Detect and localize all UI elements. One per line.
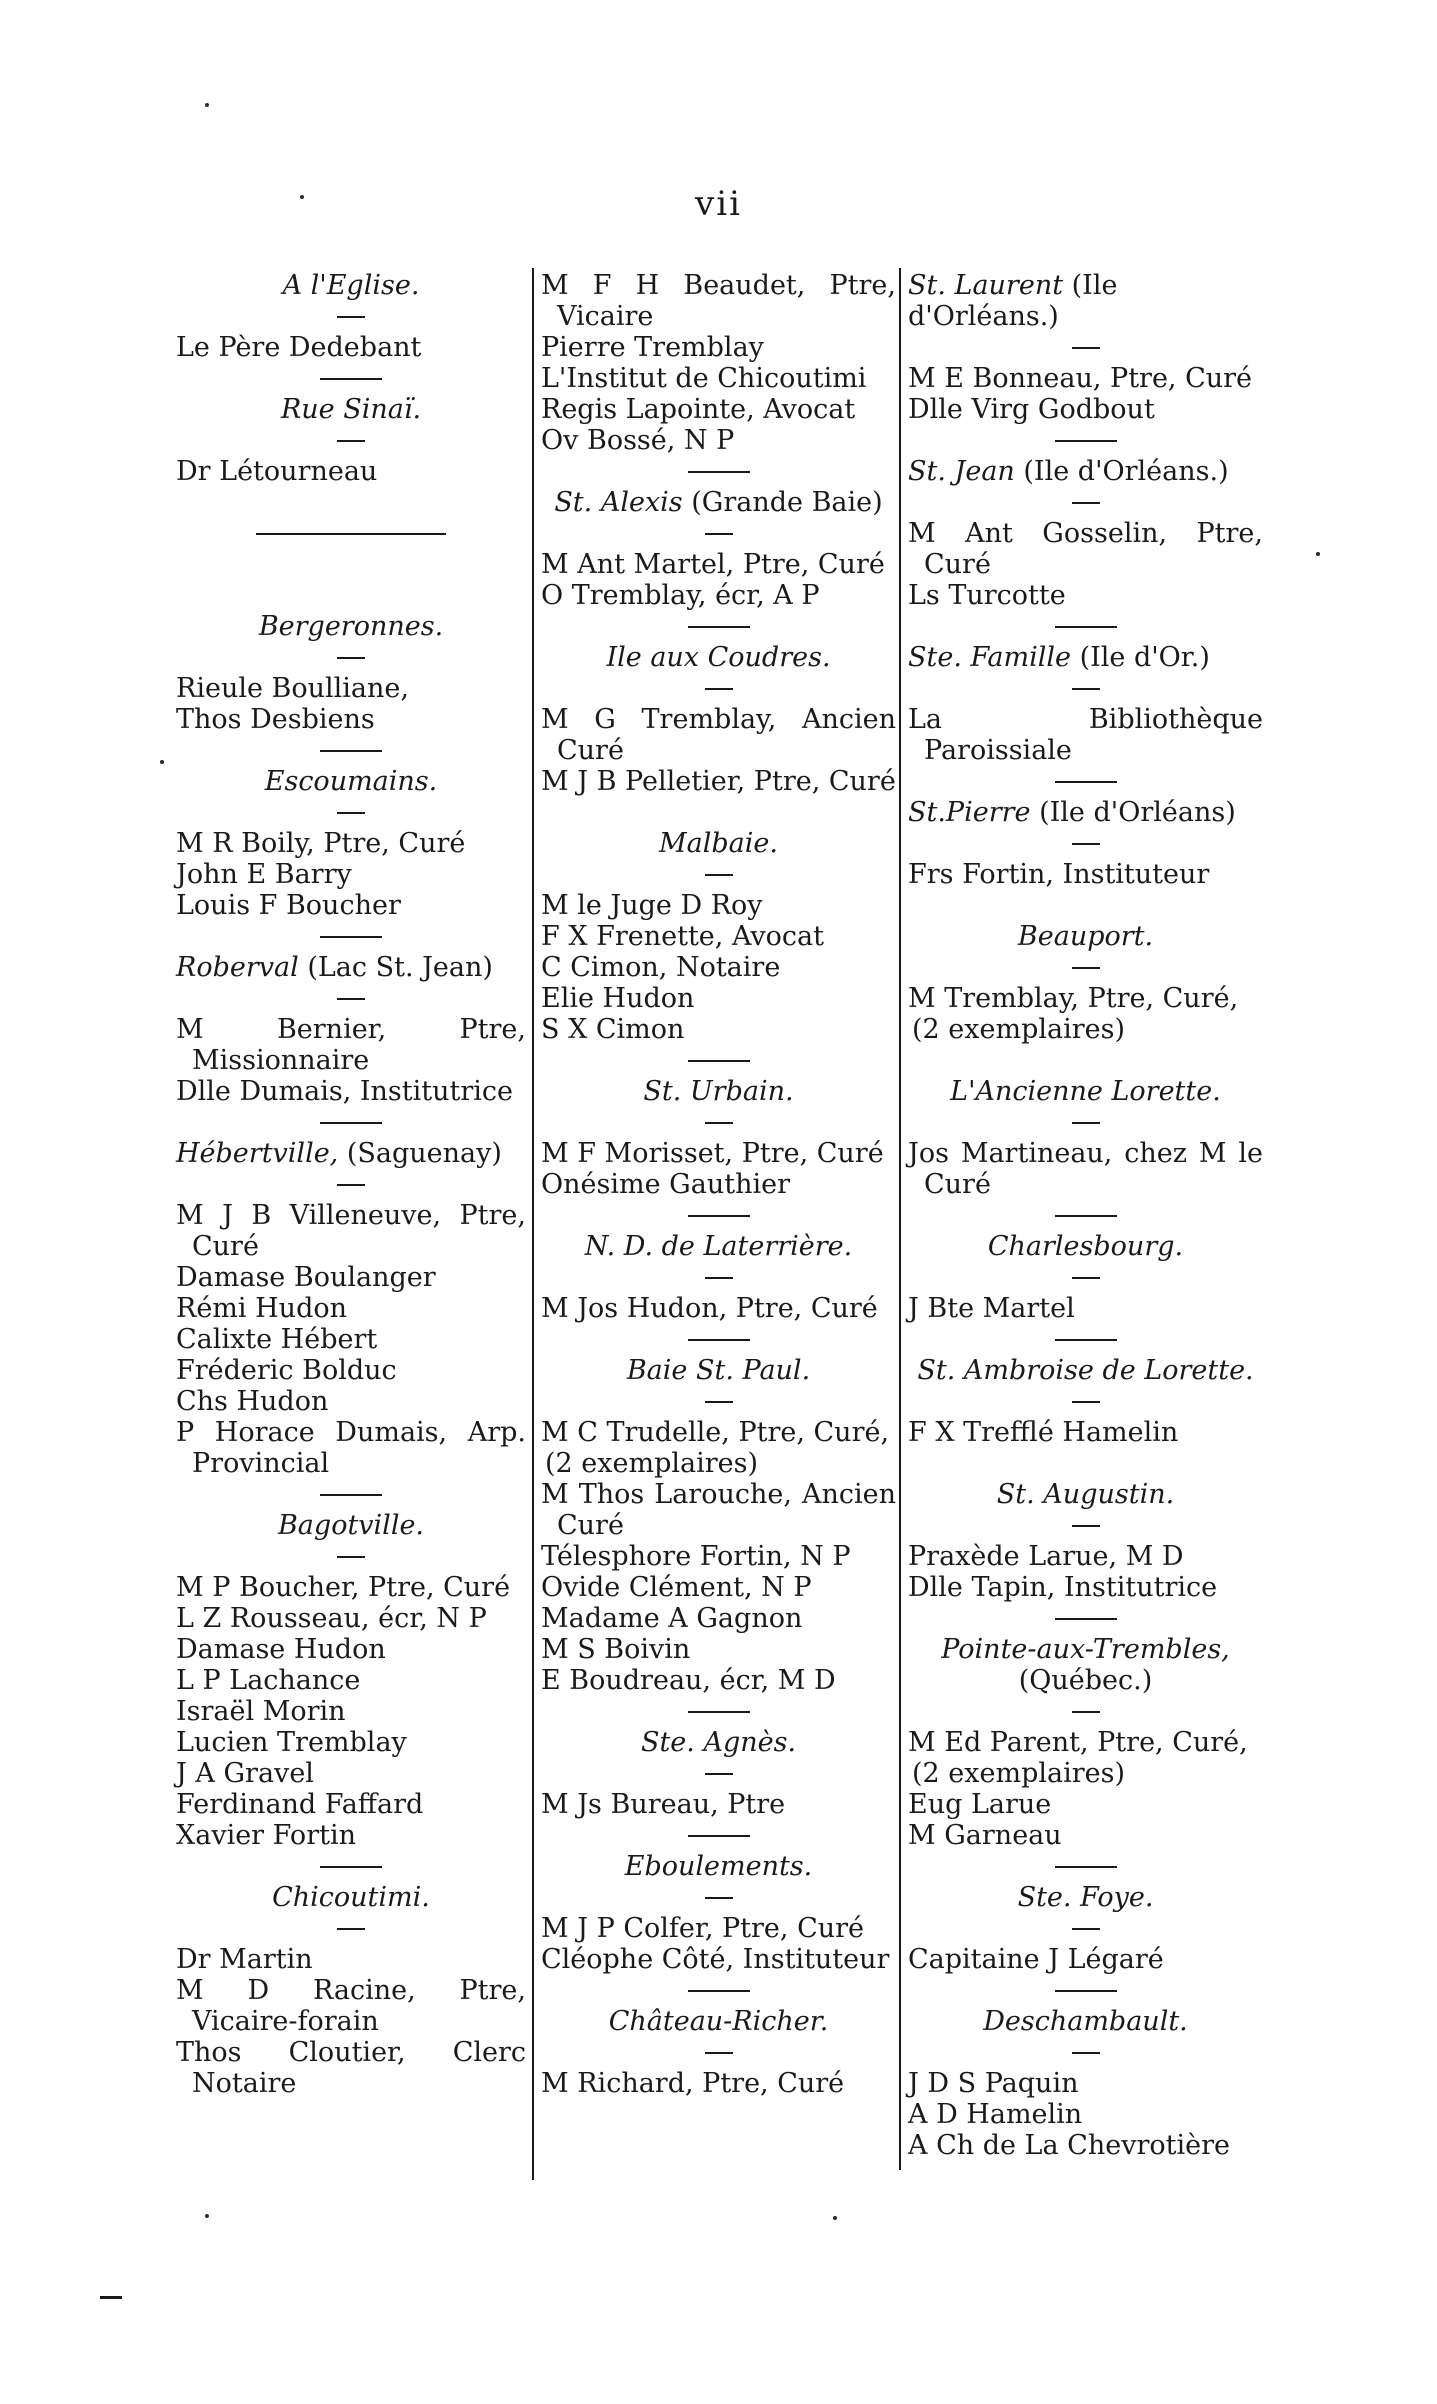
divider — [908, 611, 1263, 642]
spacer — [908, 890, 1263, 921]
divider — [908, 1851, 1263, 1882]
list-item: Télesphore Fortin, N P — [541, 1541, 851, 1572]
divider — [541, 1696, 896, 1727]
list-item: J Bte Martel — [908, 1293, 1075, 1324]
divider — [541, 1262, 896, 1293]
spacer — [908, 1045, 1263, 1076]
list-item: L P Lachance — [176, 1665, 361, 1696]
divider — [541, 673, 896, 704]
list-item: Calixte Hébert — [176, 1324, 378, 1355]
list-item: A Ch de La Chevrotière — [908, 2130, 1230, 2161]
column-2 — [541, 270, 896, 2200]
list-item: M C Trudelle, Ptre, Curé, — [541, 1417, 890, 1448]
list-item: Eug Larue — [908, 1789, 1052, 1820]
list-item: Damase Boulanger — [176, 1262, 436, 1293]
list-item: M J P Colfer, Ptre, Curé — [541, 1913, 865, 1944]
list-item: Elie Hudon — [541, 983, 695, 1014]
list-item: L Z Rousseau, écr, N P — [176, 1603, 487, 1634]
divider — [541, 859, 896, 890]
divider — [176, 518, 526, 549]
list-item: M E Bonneau, Ptre, Curé — [908, 363, 1253, 394]
heading-place: Ste. Famille — [908, 642, 1071, 673]
print-speck — [1316, 552, 1320, 556]
divider — [541, 1975, 896, 2006]
section-heading: Eboulements. — [624, 1851, 813, 1882]
print-speck — [205, 103, 209, 107]
section-heading: Charlesbourg. — [987, 1231, 1184, 1262]
section-heading: Escoumains. — [264, 766, 438, 797]
section-heading: Malbaie. — [659, 828, 778, 859]
list-item: L'Institut de Chicoutimi — [541, 363, 867, 394]
spacer — [908, 1448, 1263, 1479]
section-heading: Chicoutimi. — [272, 1882, 430, 1913]
stray-mark — [100, 2296, 122, 2299]
heading-note: (Ile d'Orléans.) — [908, 270, 1118, 332]
divider — [541, 611, 896, 642]
section-heading: Ste. Foye. — [1017, 1882, 1154, 1913]
list-item: Thos Cloutier, Clerc Notaire — [176, 2037, 526, 2099]
page-number: vii — [695, 184, 742, 224]
section-heading: Beauport. — [1017, 921, 1154, 952]
heading-place: St. Laurent — [908, 270, 1064, 301]
list-item: Jos Martineau, chez M le Curé — [908, 1138, 1263, 1200]
section-heading: Pointe-aux-Trembles, — [941, 1634, 1230, 1665]
divider — [908, 487, 1263, 518]
list-item: E Boudreau, écr, M D — [541, 1665, 836, 1696]
list-item: Ov Bossé, N P — [541, 425, 735, 456]
list-item: M J B Pelletier, Ptre, Curé — [541, 766, 896, 797]
list-item: Rémi Hudon — [176, 1293, 347, 1324]
heading-place: St. Jean — [908, 456, 1015, 487]
list-item: C Cimon, Notaire — [541, 952, 781, 983]
heading-note: (Lac St. Jean) — [298, 952, 493, 983]
section-heading — [176, 1138, 526, 1169]
section-heading — [908, 642, 1263, 673]
section-heading — [541, 487, 896, 518]
list-item: Ferdinand Faffard — [176, 1789, 424, 1820]
heading-place: St.Pierre — [908, 797, 1031, 828]
list-item: Dlle Dumais, Institutrice — [176, 1076, 513, 1107]
list-item: John E Barry — [176, 859, 352, 890]
heading-note: (Ile d'Or.) — [1070, 642, 1210, 673]
list-item: A D Hamelin — [908, 2099, 1083, 2130]
list-item: M F Morisset, Ptre, Curé — [541, 1138, 884, 1169]
section-heading: A l'Eglise. — [282, 270, 420, 301]
divider — [541, 1820, 896, 1851]
section-heading: St. Urbain. — [643, 1076, 794, 1107]
heading-place: Hébertville, — [176, 1138, 339, 1169]
list-item: F X Frenette, Avocat — [541, 921, 824, 952]
divider — [541, 1107, 896, 1138]
section-heading: Château-Richer. — [608, 2006, 829, 2037]
list-item: Israël Morin — [176, 1696, 346, 1727]
divider — [908, 1975, 1263, 2006]
heading-note: (Ile d'Orléans) — [1030, 797, 1236, 828]
divider — [176, 363, 526, 394]
list-item: P Horace Dumais, Arp. Provincial — [176, 1417, 526, 1479]
column-1 — [176, 270, 526, 2200]
list-item: M P Boucher, Ptre, Curé — [176, 1572, 511, 1603]
heading-note: (Saguenay) — [338, 1138, 502, 1169]
list-item: Thos Desbiens — [176, 704, 375, 735]
list-item: La Bibliothèque Paroissiale — [908, 704, 1263, 766]
list-item: Ls Turcotte — [908, 580, 1066, 611]
list-item: Ovide Clément, N P — [541, 1572, 812, 1603]
section-heading: St. Augustin. — [996, 1479, 1175, 1510]
list-item: M Garneau — [908, 1820, 1062, 1851]
section-heading: Ste. Agnès. — [640, 1727, 797, 1758]
divider — [541, 1882, 896, 1913]
list-item: Frs Fortin, Instituteur — [908, 859, 1210, 890]
list-item: M S Boivin — [541, 1634, 691, 1665]
divider — [908, 828, 1263, 859]
divider — [176, 1479, 526, 1510]
divider — [176, 642, 526, 673]
section-heading: Rue Sinaï. — [280, 394, 422, 425]
list-item: M Ant Gosselin, Ptre, Curé — [908, 518, 1263, 580]
list-item: (2 exemplaires) — [912, 1014, 1126, 1045]
section-heading: Ile aux Coudres. — [606, 642, 831, 673]
divider — [176, 1541, 526, 1572]
list-item: M le Juge D Roy — [541, 890, 763, 921]
divider — [541, 518, 896, 549]
list-item: (2 exemplaires) — [545, 1448, 759, 1479]
divider — [541, 1200, 896, 1231]
list-item: Regis Lapointe, Avocat — [541, 394, 856, 425]
list-item: Chs Hudon — [176, 1386, 329, 1417]
divider — [908, 766, 1263, 797]
list-item: Dr Martin — [176, 1944, 313, 1975]
divider — [908, 1913, 1263, 1944]
list-item: Le Père Dedebant — [176, 332, 422, 363]
list-item: M Ant Martel, Ptre, Curé — [541, 549, 885, 580]
list-item: O Tremblay, écr, A P — [541, 580, 820, 611]
divider — [176, 1913, 526, 1944]
heading-place: Roberval — [176, 952, 299, 983]
column-3 — [908, 270, 1263, 2200]
spacer — [176, 580, 526, 611]
divider — [541, 456, 896, 487]
list-item: Cléophe Côté, Instituteur — [541, 1944, 890, 1975]
divider — [908, 1262, 1263, 1293]
column-rule — [899, 268, 901, 2170]
divider — [541, 1758, 896, 1789]
heading-place: St. Alexis — [554, 487, 683, 518]
heading-note: (Grande Baie) — [682, 487, 883, 518]
divider — [176, 797, 526, 828]
list-item: Praxède Larue, M D — [908, 1541, 1184, 1572]
list-item: M Bernier, Ptre, Missionnaire — [176, 1014, 526, 1076]
list-item: Onésime Gauthier — [541, 1169, 790, 1200]
print-speck — [160, 760, 164, 764]
divider — [541, 1386, 896, 1417]
list-item: Pierre Tremblay — [541, 332, 764, 363]
divider — [908, 332, 1263, 363]
section-heading — [908, 270, 1263, 332]
divider — [908, 425, 1263, 456]
list-item: J D S Paquin — [908, 2068, 1079, 2099]
list-item: Damase Hudon — [176, 1634, 386, 1665]
divider — [176, 1107, 526, 1138]
divider — [908, 1603, 1263, 1634]
list-item: M Richard, Ptre, Curé — [541, 2068, 845, 2099]
list-item: M Ed Parent, Ptre, Curé, — [908, 1727, 1248, 1758]
list-item: F X Trefflé Hamelin — [908, 1417, 1179, 1448]
list-item: M D Racine, Ptre, Vicaire-forain — [176, 1975, 526, 2037]
section-heading — [908, 456, 1263, 487]
print-speck — [300, 195, 304, 199]
print-speck — [205, 2214, 209, 2218]
divider — [541, 1045, 896, 1076]
divider — [908, 1386, 1263, 1417]
list-item: Rieule Boulliane, — [176, 673, 409, 704]
column-rule — [532, 268, 534, 2180]
section-heading-note: (Québec.) — [1018, 1665, 1153, 1696]
list-item: J A Gravel — [176, 1758, 314, 1789]
list-item: M Thos Larouche, Ancien Curé — [541, 1479, 896, 1541]
list-item: M G Tremblay, Ancien Curé — [541, 704, 896, 766]
divider — [908, 673, 1263, 704]
list-item: M Jos Hudon, Ptre, Curé — [541, 1293, 878, 1324]
list-item: M R Boily, Ptre, Curé — [176, 828, 466, 859]
list-item: Dr Létourneau — [176, 456, 378, 487]
list-item: M J B Villeneuve, Ptre, Curé — [176, 1200, 526, 1262]
list-item: (2 exemplaires) — [912, 1758, 1126, 1789]
divider — [908, 1696, 1263, 1727]
divider — [176, 1851, 526, 1882]
divider — [176, 301, 526, 332]
section-heading — [908, 797, 1263, 828]
divider — [176, 921, 526, 952]
print-speck — [833, 2216, 837, 2220]
section-heading — [176, 952, 526, 983]
list-item: Fréderic Bolduc — [176, 1355, 397, 1386]
divider — [176, 735, 526, 766]
divider — [541, 2037, 896, 2068]
list-item: Dlle Virg Godbout — [908, 394, 1155, 425]
section-heading: Bagotville. — [277, 1510, 425, 1541]
list-item: M Tremblay, Ptre, Curé, — [908, 983, 1239, 1014]
heading-note: (Ile d'Orléans.) — [1014, 456, 1229, 487]
divider — [908, 1107, 1263, 1138]
section-heading: L'Ancienne Lorette. — [950, 1076, 1221, 1107]
divider — [541, 1324, 896, 1355]
divider — [176, 425, 526, 456]
list-item: Madame A Gagnon — [541, 1603, 803, 1634]
list-item: M F H Beaudet, Ptre, Vicaire — [541, 270, 896, 332]
divider — [908, 2037, 1263, 2068]
list-item: Louis F Boucher — [176, 890, 401, 921]
spacer — [176, 549, 526, 580]
divider — [908, 1324, 1263, 1355]
section-heading: N. D. de Laterrière. — [584, 1231, 853, 1262]
list-item: Dlle Tapin, Institutrice — [908, 1572, 1218, 1603]
list-item: S X Cimon — [541, 1014, 685, 1045]
section-heading: Bergeronnes. — [258, 611, 444, 642]
spacer — [541, 797, 896, 828]
divider — [176, 983, 526, 1014]
divider — [908, 1200, 1263, 1231]
list-item: M Js Bureau, Ptre — [541, 1789, 786, 1820]
divider — [908, 952, 1263, 983]
section-heading: Deschambault. — [983, 2006, 1188, 2037]
list-item: Capitaine J Légaré — [908, 1944, 1164, 1975]
spacer — [176, 487, 526, 518]
divider — [908, 1510, 1263, 1541]
section-heading: Baie St. Paul. — [626, 1355, 811, 1386]
list-item: Lucien Tremblay — [176, 1727, 407, 1758]
list-item: Xavier Fortin — [176, 1820, 356, 1851]
section-heading: St. Ambroise de Lorette. — [917, 1355, 1254, 1386]
divider — [176, 1169, 526, 1200]
